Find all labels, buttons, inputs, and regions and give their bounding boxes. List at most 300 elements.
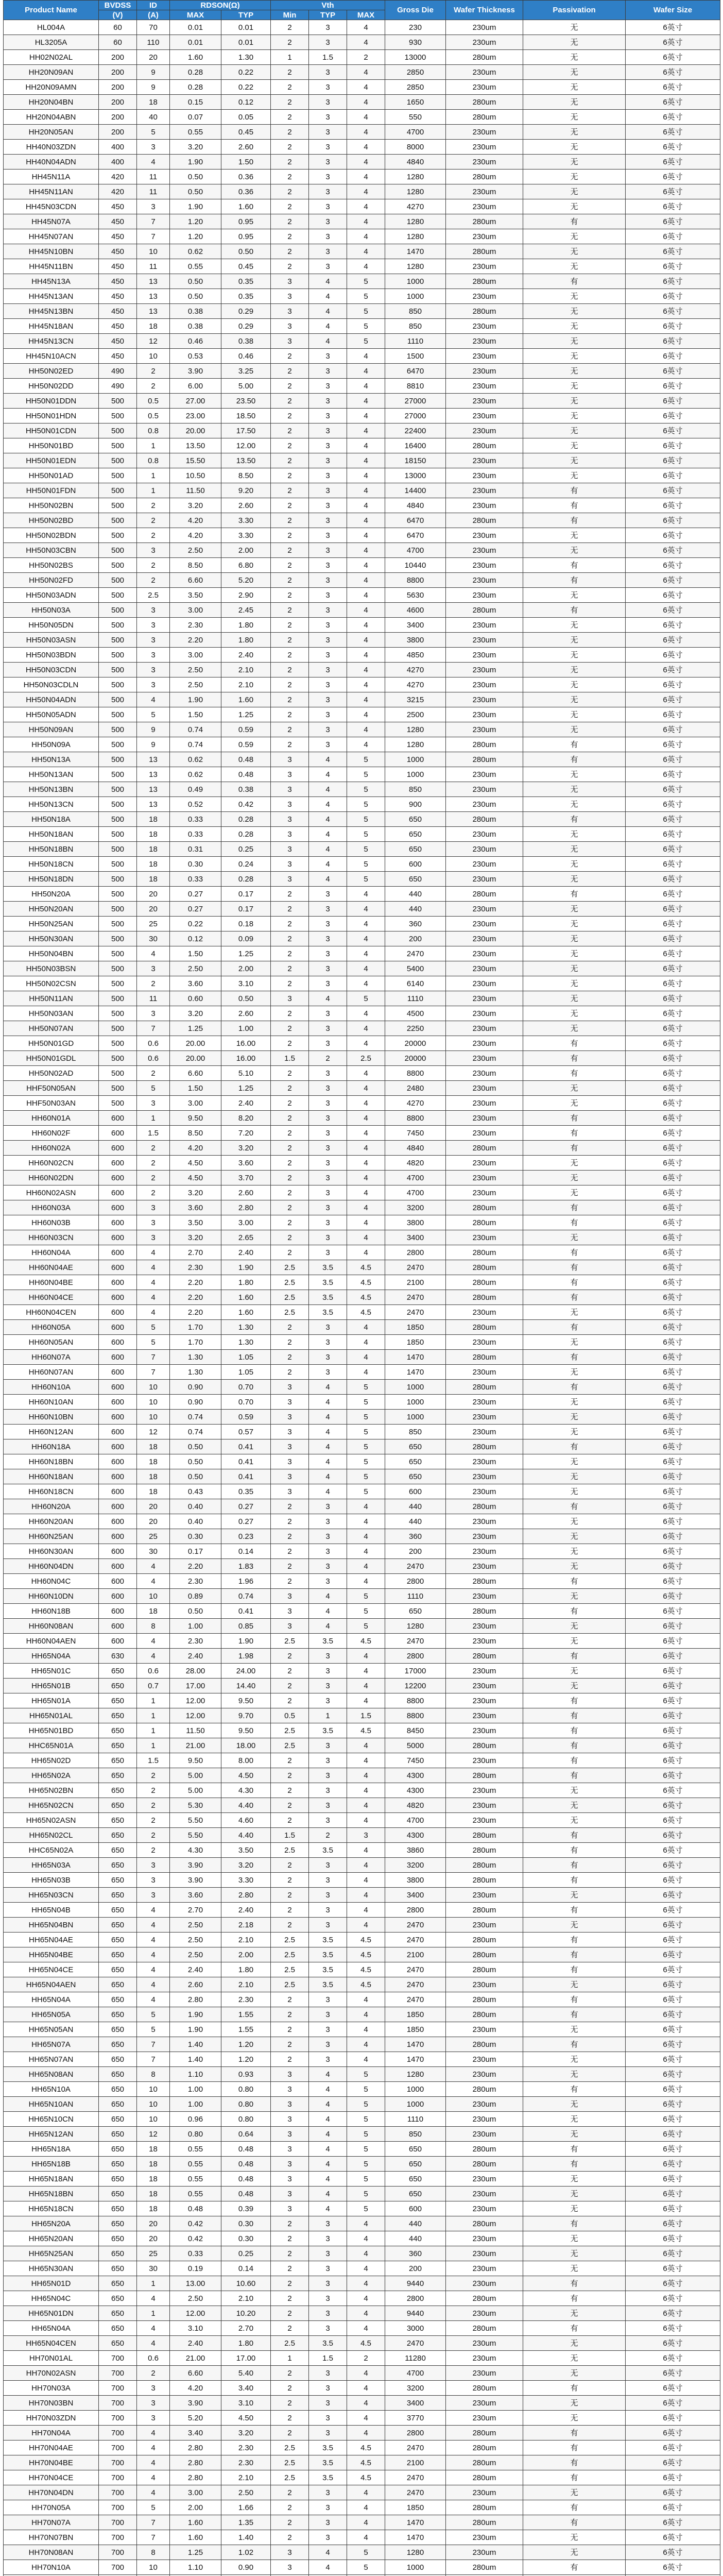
- cell-vth-min: 2: [271, 2261, 309, 2276]
- cell-id: 10: [137, 1380, 170, 1395]
- cell-vth-typ: 1: [309, 1708, 347, 1723]
- cell-vth-max: 4.5: [347, 1977, 385, 1992]
- cell-vth-max: 4: [347, 603, 385, 618]
- cell-passivation: 无: [523, 364, 626, 379]
- cell-vth-typ: 4: [309, 1380, 347, 1395]
- cell-id: 5: [137, 2500, 170, 2515]
- cell-id: 2: [137, 364, 170, 379]
- cell-rds-max: 2.20: [170, 633, 221, 648]
- cell-wafer-thickness: 280um: [446, 2515, 523, 2530]
- cell-id: 7: [137, 214, 170, 229]
- cell-wafer-size: 6英寸: [626, 1708, 720, 1723]
- cell-passivation: 有: [523, 2142, 626, 2157]
- cell-vth-min: 2.5: [271, 1962, 309, 1977]
- table-row: [4, 2231, 720, 2246]
- cell-vth-min: 2: [271, 364, 309, 379]
- cell-product-name: HH50N01DDN: [4, 394, 99, 409]
- cell-vth-typ: 3: [309, 1664, 347, 1679]
- cell-id: 9: [137, 80, 170, 95]
- cell-rds-max: 0.80: [170, 2127, 221, 2142]
- col-header-wafer-thickness: Wafer Thickness: [446, 1, 523, 20]
- table-row: [4, 125, 720, 140]
- cell-rds-max: 0.50: [170, 184, 221, 199]
- cell-vth-max: 4: [347, 379, 385, 394]
- cell-vth-max: 4: [347, 1918, 385, 1933]
- cell-wafer-thickness: 280um: [446, 1962, 523, 1977]
- table-row: [4, 1634, 720, 1649]
- cell-wafer-size: 6英寸: [626, 812, 720, 827]
- cell-rds-typ: 2.70: [221, 2321, 271, 2336]
- cell-id: 18: [137, 812, 170, 827]
- cell-rds-max: 0.17: [170, 1544, 221, 1559]
- cell-product-name: HH50N03A: [4, 603, 99, 618]
- cell-vth-max: 4: [347, 633, 385, 648]
- table-row: [4, 543, 720, 558]
- cell-product-name: HH65N10AN: [4, 2097, 99, 2112]
- cell-rds-max: 1.30: [170, 1365, 221, 1380]
- cell-gross-die: 650: [385, 812, 446, 827]
- cell-bvdss: 600: [99, 1619, 137, 1634]
- cell-product-name: HH50N05ADN: [4, 707, 99, 722]
- cell-id: 3: [137, 1200, 170, 1215]
- cell-rds-typ: 0.48: [221, 767, 271, 782]
- cell-rds-typ: 0.28: [221, 827, 271, 842]
- cell-wafer-thickness: 280um: [446, 1141, 523, 1156]
- cell-wafer-size: 6英寸: [626, 394, 720, 409]
- cell-id: 2: [137, 1156, 170, 1171]
- cell-wafer-size: 6英寸: [626, 110, 720, 125]
- cell-passivation: 无: [523, 1425, 626, 1439]
- cell-product-name: HH50N03BDN: [4, 648, 99, 663]
- cell-bvdss: 500: [99, 1096, 137, 1111]
- cell-vth-typ: 3: [309, 513, 347, 528]
- cell-vth-min: 2: [271, 707, 309, 722]
- table-row: [4, 618, 720, 633]
- cell-bvdss: 600: [99, 1215, 137, 1230]
- cell-vth-typ: 4: [309, 1425, 347, 1439]
- cell-vth-min: 2: [271, 1096, 309, 1111]
- cell-wafer-size: 6英寸: [626, 722, 720, 737]
- cell-wafer-size: 6英寸: [626, 1290, 720, 1305]
- cell-rds-typ: 2.45: [221, 603, 271, 618]
- table-row: [4, 1036, 720, 1051]
- cell-vth-max: 5: [347, 1604, 385, 1619]
- cell-wafer-thickness: 230um: [446, 423, 523, 438]
- cell-bvdss: 650: [99, 2127, 137, 2142]
- cell-wafer-size: 6英寸: [626, 1484, 720, 1499]
- col-header-bv-unit: (V): [99, 10, 137, 20]
- cell-rds-typ: 0.80: [221, 2097, 271, 2112]
- cell-passivation: 有: [523, 1499, 626, 1514]
- cell-vth-max: 5: [347, 872, 385, 887]
- cell-wafer-size: 6英寸: [626, 931, 720, 946]
- cell-vth-min: 3: [271, 782, 309, 797]
- table-row: [4, 1350, 720, 1365]
- cell-wafer-size: 6英寸: [626, 1499, 720, 1514]
- cell-wafer-size: 6英寸: [626, 2201, 720, 2216]
- cell-wafer-size: 6英寸: [626, 80, 720, 95]
- cell-product-name: HH45N07AN: [4, 229, 99, 244]
- cell-rds-typ: 0.57: [221, 1425, 271, 1439]
- cell-bvdss: 600: [99, 1484, 137, 1499]
- cell-vth-typ: 3: [309, 20, 347, 35]
- cell-passivation: 无: [523, 917, 626, 931]
- cell-gross-die: 10440: [385, 558, 446, 573]
- cell-rds-max: 2.40: [170, 1962, 221, 1977]
- cell-wafer-thickness: 280um: [446, 1275, 523, 1290]
- cell-wafer-size: 6英寸: [626, 274, 720, 289]
- cell-rds-typ: 5.40: [221, 2366, 271, 2381]
- cell-gross-die: 1000: [385, 2082, 446, 2097]
- cell-id: 0.8: [137, 423, 170, 438]
- cell-vth-max: 4: [347, 1081, 385, 1096]
- cell-wafer-thickness: 230um: [446, 2231, 523, 2246]
- cell-vth-max: 4.5: [347, 1947, 385, 1962]
- cell-product-name: HH65N04CEN: [4, 2336, 99, 2351]
- cell-product-name: HH50N02BD: [4, 513, 99, 528]
- cell-vth-min: 3: [271, 767, 309, 782]
- cell-vth-max: 4.5: [347, 2470, 385, 2485]
- cell-wafer-size: 6英寸: [626, 618, 720, 633]
- cell-rds-typ: 2.40: [221, 648, 271, 663]
- cell-id: 3: [137, 2381, 170, 2396]
- cell-rds-typ: 3.20: [221, 2426, 271, 2441]
- cell-bvdss: 650: [99, 1843, 137, 1858]
- cell-rds-typ: 0.59: [221, 722, 271, 737]
- cell-gross-die: 650: [385, 1439, 446, 1454]
- cell-rds-typ: 2.00: [221, 543, 271, 558]
- cell-wafer-size: 6英寸: [626, 1798, 720, 1813]
- cell-passivation: 无: [523, 1006, 626, 1021]
- table-row: [4, 1081, 720, 1096]
- cell-rds-typ: 1.05: [221, 1350, 271, 1365]
- cell-wafer-size: 6英寸: [626, 170, 720, 184]
- cell-vth-typ: 3: [309, 2426, 347, 2441]
- cell-bvdss: 500: [99, 618, 137, 633]
- cell-passivation: 无: [523, 1230, 626, 1245]
- cell-passivation: 有: [523, 2470, 626, 2485]
- cell-vth-min: 2: [271, 1006, 309, 1021]
- cell-bvdss: 650: [99, 1858, 137, 1873]
- cell-wafer-size: 6英寸: [626, 2545, 720, 2560]
- cell-vth-typ: 3.5: [309, 1933, 347, 1947]
- cell-bvdss: 650: [99, 1708, 137, 1723]
- cell-rds-typ: 0.18: [221, 917, 271, 931]
- cell-vth-typ: 3: [309, 2261, 347, 2276]
- cell-gross-die: 3400: [385, 618, 446, 633]
- table-row: [4, 1514, 720, 1529]
- table-row: [4, 1589, 720, 1604]
- cell-passivation: 有: [523, 2381, 626, 2396]
- cell-gross-die: 3215: [385, 692, 446, 707]
- cell-rds-typ: 1.80: [221, 1275, 271, 1290]
- cell-rds-max: 1.60: [170, 2515, 221, 2530]
- cell-product-name: HH65N04C: [4, 2291, 99, 2306]
- cell-passivation: 有: [523, 752, 626, 767]
- cell-wafer-thickness: 230um: [446, 1723, 523, 1738]
- cell-id: 4: [137, 1260, 170, 1275]
- cell-product-name: HH60N07AN: [4, 1365, 99, 1380]
- cell-vth-min: 2: [271, 80, 309, 95]
- cell-product-name: HH65N04A: [4, 2321, 99, 2336]
- cell-id: 4: [137, 1559, 170, 1574]
- cell-vth-typ: 3.5: [309, 1723, 347, 1738]
- cell-product-name: HH65N01AL: [4, 1708, 99, 1723]
- cell-passivation: 无: [523, 618, 626, 633]
- cell-wafer-thickness: 230um: [446, 1126, 523, 1141]
- cell-vth-max: 4: [347, 1544, 385, 1559]
- cell-rds-max: 0.50: [170, 1439, 221, 1454]
- cell-vth-min: 2: [271, 2246, 309, 2261]
- cell-vth-min: 3: [271, 319, 309, 334]
- cell-product-name: HH65N04B: [4, 1903, 99, 1918]
- cell-vth-max: 5: [347, 752, 385, 767]
- cell-wafer-thickness: 230um: [446, 797, 523, 812]
- cell-rds-max: 2.50: [170, 543, 221, 558]
- cell-passivation: 无: [523, 453, 626, 468]
- cell-wafer-size: 6英寸: [626, 214, 720, 229]
- cell-bvdss: 500: [99, 468, 137, 483]
- cell-vth-max: 4: [347, 2366, 385, 2381]
- cell-gross-die: 200: [385, 1544, 446, 1559]
- cell-passivation: 无: [523, 289, 626, 304]
- cell-rds-max: 3.00: [170, 1096, 221, 1111]
- cell-passivation: 无: [523, 1798, 626, 1813]
- cell-bvdss: 490: [99, 364, 137, 379]
- cell-vth-min: 2: [271, 438, 309, 453]
- cell-rds-max: 0.74: [170, 1410, 221, 1425]
- cell-bvdss: 600: [99, 1245, 137, 1260]
- cell-vth-min: 3: [271, 2082, 309, 2097]
- cell-wafer-size: 6英寸: [626, 2321, 720, 2336]
- table-row: [4, 1649, 720, 1664]
- cell-passivation: 无: [523, 2097, 626, 2112]
- cell-gross-die: 16400: [385, 438, 446, 453]
- cell-bvdss: 500: [99, 663, 137, 677]
- cell-bvdss: 500: [99, 1036, 137, 1051]
- cell-vth-typ: 4: [309, 1439, 347, 1454]
- cell-vth-min: 2: [271, 1081, 309, 1096]
- cell-passivation: 有: [523, 1604, 626, 1619]
- cell-vth-max: 4: [347, 1335, 385, 1350]
- cell-vth-min: 2: [271, 1066, 309, 1081]
- cell-passivation: 有: [523, 483, 626, 498]
- cell-vth-min: 3: [271, 797, 309, 812]
- cell-rds-max: 0.90: [170, 1380, 221, 1395]
- table-row: [4, 2351, 720, 2366]
- table-row: [4, 1260, 720, 1275]
- table-row: [4, 573, 720, 588]
- cell-vth-max: 4: [347, 2216, 385, 2231]
- cell-rds-typ: 0.50: [221, 991, 271, 1006]
- cell-rds-max: 3.00: [170, 648, 221, 663]
- cell-rds-max: 0.07: [170, 110, 221, 125]
- cell-vth-min: 2: [271, 1679, 309, 1693]
- cell-id: 0.8: [137, 453, 170, 468]
- cell-vth-max: 4: [347, 902, 385, 917]
- cell-bvdss: 600: [99, 1634, 137, 1649]
- cell-id: 5: [137, 2022, 170, 2037]
- cell-vth-max: 4: [347, 1783, 385, 1798]
- cell-wafer-thickness: 230um: [446, 543, 523, 558]
- cell-gross-die: 6140: [385, 976, 446, 991]
- cell-vth-min: 2: [271, 214, 309, 229]
- cell-passivation: 无: [523, 2231, 626, 2246]
- cell-bvdss: 650: [99, 2261, 137, 2276]
- cell-passivation: 有: [523, 1873, 626, 1888]
- cell-vth-typ: 3: [309, 588, 347, 603]
- table-row: [4, 1843, 720, 1858]
- cell-wafer-thickness: 230um: [446, 633, 523, 648]
- cell-id: 4: [137, 2441, 170, 2455]
- cell-wafer-size: 6英寸: [626, 1753, 720, 1768]
- cell-id: 10: [137, 2560, 170, 2575]
- cell-product-name: HH65N04A: [4, 1649, 99, 1664]
- cell-vth-max: 4.5: [347, 1723, 385, 1738]
- cell-passivation: 有: [523, 513, 626, 528]
- cell-rds-typ: 2.40: [221, 1096, 271, 1111]
- cell-vth-typ: 3.5: [309, 1947, 347, 1962]
- cell-wafer-thickness: 280um: [446, 304, 523, 319]
- cell-rds-typ: 7.20: [221, 1126, 271, 1141]
- cell-bvdss: 700: [99, 2381, 137, 2396]
- cell-wafer-size: 6英寸: [626, 1813, 720, 1828]
- cell-passivation: 无: [523, 125, 626, 140]
- cell-passivation: 有: [523, 1933, 626, 1947]
- cell-product-name: HH50N11AN: [4, 991, 99, 1006]
- cell-wafer-size: 6英寸: [626, 648, 720, 663]
- cell-vth-typ: 3: [309, 184, 347, 199]
- cell-vth-typ: 3: [309, 1649, 347, 1664]
- cell-gross-die: 440: [385, 902, 446, 917]
- cell-gross-die: 1470: [385, 2515, 446, 2530]
- cell-vth-min: 2: [271, 917, 309, 931]
- cell-wafer-size: 6英寸: [626, 1873, 720, 1888]
- cell-wafer-thickness: 230um: [446, 2067, 523, 2082]
- cell-vth-min: 2: [271, 244, 309, 259]
- cell-passivation: 无: [523, 2022, 626, 2037]
- cell-passivation: 有: [523, 1200, 626, 1215]
- cell-id: 2: [137, 1768, 170, 1783]
- cell-id: 18: [137, 842, 170, 857]
- cell-id: 7: [137, 2037, 170, 2052]
- cell-gross-die: 1000: [385, 767, 446, 782]
- cell-passivation: 有: [523, 2426, 626, 2441]
- cell-vth-typ: 3: [309, 1230, 347, 1245]
- cell-rds-max: 0.33: [170, 872, 221, 887]
- cell-gross-die: 4600: [385, 603, 446, 618]
- cell-vth-min: 3: [271, 1395, 309, 1410]
- cell-passivation: 有: [523, 1992, 626, 2007]
- cell-vth-typ: 3: [309, 648, 347, 663]
- col-header-wafer-size: Wafer Size: [626, 1, 720, 20]
- cell-bvdss: 650: [99, 2007, 137, 2022]
- cell-vth-min: 2: [271, 498, 309, 513]
- cell-product-name: HH70N04AE: [4, 2441, 99, 2455]
- cell-id: 3: [137, 1873, 170, 1888]
- cell-rds-typ: 9.50: [221, 1723, 271, 1738]
- cell-id: 3: [137, 2396, 170, 2411]
- cell-vth-typ: 3: [309, 1753, 347, 1768]
- cell-product-name: HH65N20AN: [4, 2231, 99, 2246]
- cell-product-name: HH60N04A: [4, 1245, 99, 1260]
- cell-id: 3: [137, 199, 170, 214]
- cell-vth-typ: 3: [309, 2396, 347, 2411]
- table-row: [4, 80, 720, 95]
- cell-rds-typ: 0.48: [221, 2142, 271, 2157]
- cell-wafer-thickness: 230um: [446, 409, 523, 423]
- cell-wafer-size: 6英寸: [626, 2142, 720, 2157]
- cell-vth-typ: 3: [309, 976, 347, 991]
- cell-bvdss: 490: [99, 379, 137, 394]
- cell-wafer-size: 6英寸: [626, 1126, 720, 1141]
- cell-product-name: HH50N20AN: [4, 902, 99, 917]
- cell-wafer-thickness: 230um: [446, 707, 523, 722]
- cell-vth-min: 2.5: [271, 1738, 309, 1753]
- cell-wafer-size: 6英寸: [626, 1664, 720, 1679]
- cell-vth-max: 4: [347, 648, 385, 663]
- cell-wafer-thickness: 230um: [446, 1365, 523, 1380]
- cell-vth-typ: 4: [309, 319, 347, 334]
- cell-vth-max: 4: [347, 1574, 385, 1589]
- cell-gross-die: 4820: [385, 1798, 446, 1813]
- cell-bvdss: 600: [99, 1604, 137, 1619]
- table-row: [4, 902, 720, 917]
- table-row: [4, 1529, 720, 1544]
- cell-rds-max: 0.42: [170, 2231, 221, 2246]
- cell-id: 18: [137, 1469, 170, 1484]
- cell-vth-max: 4: [347, 663, 385, 677]
- cell-rds-max: 4.20: [170, 528, 221, 543]
- cell-vth-min: 2: [271, 2381, 309, 2396]
- cell-rds-typ: 1.80: [221, 2336, 271, 2351]
- cell-rds-max: 1.40: [170, 2052, 221, 2067]
- cell-wafer-size: 6英寸: [626, 2022, 720, 2037]
- cell-id: 3: [137, 543, 170, 558]
- cell-vth-typ: 4: [309, 827, 347, 842]
- cell-vth-max: 5: [347, 1380, 385, 1395]
- cell-wafer-size: 6英寸: [626, 184, 720, 199]
- cell-rds-typ: 4.50: [221, 2411, 271, 2426]
- cell-rds-typ: 0.22: [221, 80, 271, 95]
- cell-wafer-size: 6英寸: [626, 1783, 720, 1798]
- cell-vth-min: 2: [271, 140, 309, 155]
- cell-wafer-size: 6英寸: [626, 1947, 720, 1962]
- table-row: [4, 1365, 720, 1380]
- cell-vth-min: 2: [271, 20, 309, 35]
- cell-vth-typ: 3.5: [309, 1290, 347, 1305]
- cell-wafer-size: 6英寸: [626, 1081, 720, 1096]
- cell-rds-max: 0.55: [170, 125, 221, 140]
- cell-wafer-size: 6英寸: [626, 2351, 720, 2366]
- cell-rds-typ: 0.05: [221, 110, 271, 125]
- cell-wafer-size: 6英寸: [626, 1589, 720, 1604]
- cell-vth-typ: 3: [309, 110, 347, 125]
- cell-vth-typ: 4: [309, 2187, 347, 2201]
- cell-wafer-thickness: 280um: [446, 1768, 523, 1783]
- cell-rds-max: 1.90: [170, 2007, 221, 2022]
- cell-vth-max: 4.5: [347, 1260, 385, 1275]
- cell-vth-typ: 4: [309, 797, 347, 812]
- cell-id: 4: [137, 1918, 170, 1933]
- cell-vth-typ: 3: [309, 2022, 347, 2037]
- cell-rds-max: 0.40: [170, 1514, 221, 1529]
- cell-bvdss: 500: [99, 991, 137, 1006]
- cell-wafer-size: 6英寸: [626, 1977, 720, 1992]
- cell-id: 10: [137, 2097, 170, 2112]
- cell-product-name: HH50N13AN: [4, 767, 99, 782]
- cell-bvdss: 650: [99, 2037, 137, 2052]
